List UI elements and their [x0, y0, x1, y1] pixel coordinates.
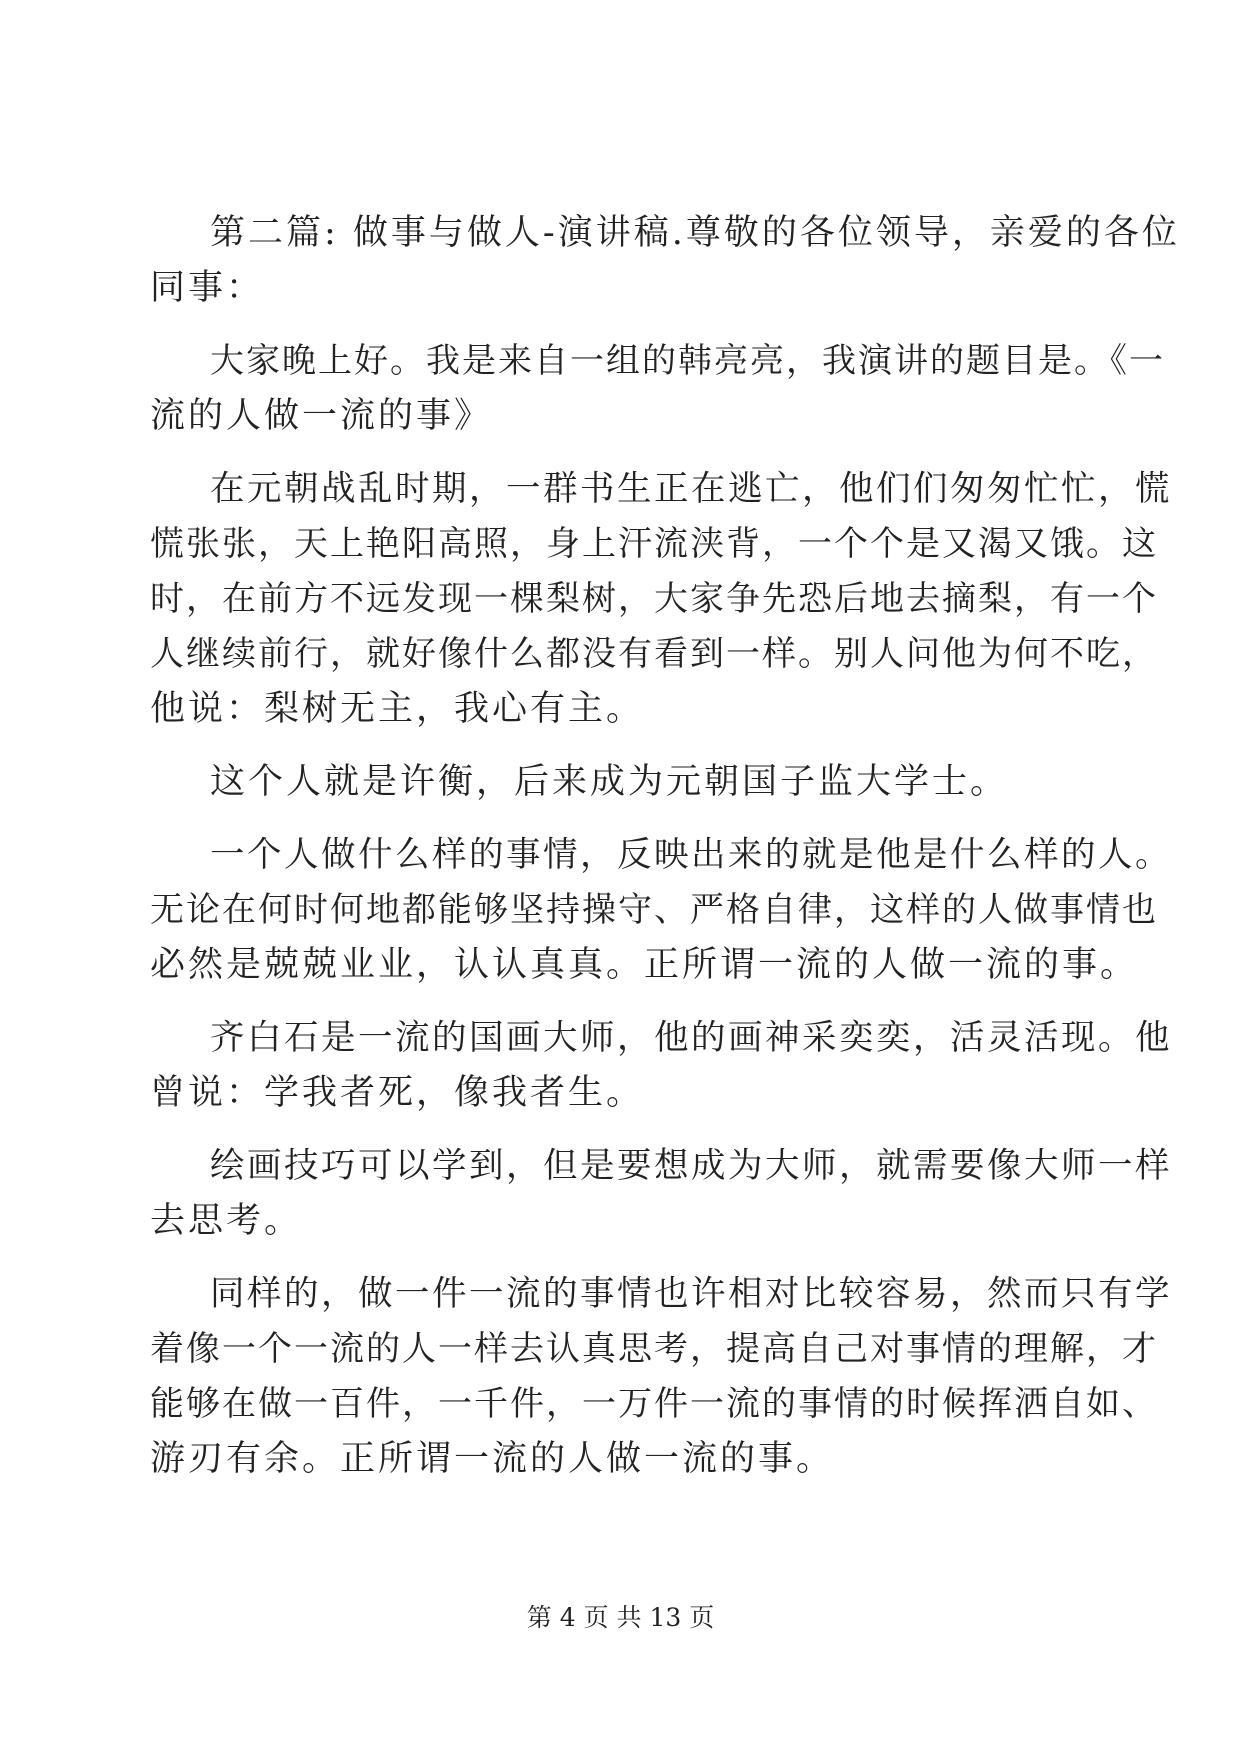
text-line: 着像一个一流的人一样去认真思考，提高自己对事情的理解，才	[150, 1329, 1158, 1369]
text-line: 齐白石是一流的国画大师，他的画神采奕奕，活灵活现。他	[210, 1018, 1172, 1058]
text-line: 这个人就是许衡，后来成为元朝国子监大学士。	[210, 762, 1009, 802]
text-line: 曾说：学我者死，像我者生。	[150, 1073, 645, 1113]
text-line: 慌张张，天上艳阳高照，身上汗流浃背，一个个是又渴又饿。这	[150, 524, 1158, 564]
text-line: 能够在做一百件，一千件，一万件一流的事情的时候挥洒自如、	[150, 1384, 1158, 1424]
text-line: 同样的，做一件一流的事情也许相对比较容易，然而只有学	[210, 1274, 1172, 1314]
text-line: 同事：	[150, 268, 265, 308]
text-line: 人继续前行，就好像什么都没有看到一样。别人问他为何不吃，	[150, 634, 1158, 674]
text-line: 时，在前方不远发现一棵梨树，大家争先恐后地去摘梨，有一个	[150, 579, 1158, 619]
text-line: 大家晚上好。我是来自一组的韩亮亮，我演讲的题目是。《一	[210, 341, 1165, 381]
text-line: 去思考。	[150, 1201, 303, 1241]
text-line: 流的人做一流的事》	[150, 396, 493, 436]
text-line: 必然是兢兢业业，认认真真。正所谓一流的人做一流的事。	[150, 945, 1139, 985]
page-number-footer: 第 4 页 共 13 页	[526, 1603, 715, 1632]
text-line: 在元朝战乱时期，一群书生正在逃亡，他们们匆匆忙忙，慌	[210, 469, 1172, 509]
text-line: 无论在何时何地都能够坚持操守、严格自律，这样的人做事情也	[150, 890, 1158, 930]
text-line: 他说：梨树无主，我心有主。	[150, 689, 645, 729]
text-line: 游刃有余。正所谓一流的人做一流的事。	[150, 1439, 835, 1479]
text-line: 第二篇: 做事与做人-演讲稿.尊敬的各位领导，亲爱的各位	[210, 213, 1180, 253]
text-line: 绘画技巧可以学到，但是要想成为大师，就需要像大师一样	[210, 1146, 1172, 1186]
text-line: 一个人做什么样的事情，反映出来的就是他是什么样的人。	[210, 835, 1172, 875]
